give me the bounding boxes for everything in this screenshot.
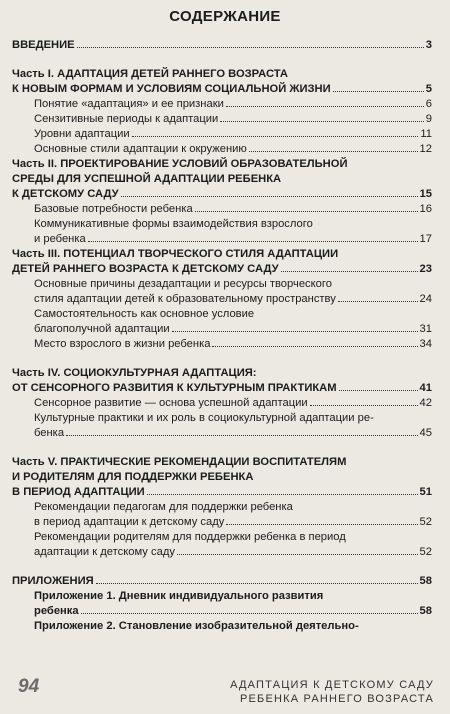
dot-leader [226, 106, 424, 107]
toc-entry-label: ПРИЛОЖЕНИЯ [12, 575, 94, 587]
table-of-contents [12, 38, 432, 634]
toc-page-number: 3 [425, 39, 432, 51]
dot-leader [212, 346, 417, 347]
toc-entry-intro[interactable] [12, 38, 432, 53]
toc-subentry-line1[interactable]: Коммуникативные формы взаимодействия взрослого [34, 218, 313, 230]
toc-page-number: 51 [419, 486, 432, 498]
toc-entry-label: ОТ СЕНСОРНОГО РАЗВИТИЯ К КУЛЬТУРНЫМ ПРАКТИКАМ [12, 382, 337, 394]
toc-page-number: 52 [419, 546, 432, 558]
toc-subentry[interactable] [12, 112, 432, 127]
toc-page-number: 58 [419, 575, 432, 587]
dot-leader [195, 211, 418, 212]
toc-page-number: 17 [419, 233, 432, 245]
dot-leader [220, 121, 423, 122]
dot-leader [132, 136, 419, 137]
page-footer [0, 670, 450, 714]
toc-subentry-line1[interactable]: Основные причины дезадаптации и ресурсы творческого [34, 278, 332, 290]
dot-leader [172, 331, 418, 332]
toc-page-number: 6 [425, 98, 432, 110]
toc-subentry-line1[interactable]: Самостоятельность как основное условие [34, 308, 255, 320]
running-footer-line2: РЕБЕНКА РАННЕГО ВОЗРАСТА [239, 693, 434, 705]
toc-entry-label: К НОВЫМ ФОРМАМ И УСЛОВИЯМ СОЦИАЛЬНОЙ ЖИЗНИ [12, 83, 331, 95]
toc-entry-label: Уровни адаптации [34, 128, 130, 140]
toc-appendix1-line1[interactable]: Приложение 1. Дневник индивидуального развития [34, 590, 324, 602]
toc-part5-title-line2[interactable]: И РОДИТЕЛЯМ ДЛЯ ПОДДЕРЖКИ РЕБЕНКА [12, 471, 254, 483]
page-title: СОДЕРЖАНИЕ [169, 8, 281, 25]
toc-part4-title-line1[interactable]: Часть IV. СОЦИОКУЛЬТУРНАЯ АДАПТАЦИЯ: [12, 367, 257, 379]
toc-entry-label: В ПЕРИОД АДАПТАЦИИ [12, 486, 145, 498]
toc-page-number: 24 [419, 293, 432, 305]
toc-subentry[interactable] [12, 426, 432, 441]
dot-leader [338, 301, 418, 302]
dot-leader [81, 613, 418, 614]
toc-appendix2-line1[interactable]: Приложение 2. Становление изобразительной деятельно- [34, 620, 359, 632]
toc-part1-title-line1[interactable]: Часть I. АДАПТАЦИЯ ДЕТЕЙ РАННЕГО ВОЗРАСТА [12, 68, 288, 80]
toc-entry-label: бенка [34, 427, 65, 439]
toc-page-number: 16 [419, 203, 432, 215]
toc-entry-label: Базовые потребности ребенка [34, 203, 193, 215]
toc-page-number: 5 [425, 83, 432, 95]
toc-page-number: 34 [419, 338, 432, 350]
toc-part4-title-line2[interactable] [12, 381, 432, 396]
toc-entry-label: ВВЕДЕНИЕ [12, 39, 75, 51]
dot-leader [96, 583, 418, 584]
toc-part3-title-line2[interactable] [12, 262, 432, 277]
toc-subentry[interactable] [12, 142, 432, 157]
toc-subentry-line1[interactable]: Рекомендации педагогам для поддержки ребенка [34, 501, 293, 513]
toc-subentry[interactable] [12, 322, 432, 337]
toc-entry-label: благополучной адаптации [34, 323, 170, 335]
dot-leader [249, 151, 418, 152]
running-footer [230, 678, 434, 706]
toc-part3-title-line1[interactable]: Часть III. ПОТЕНЦИАЛ ТВОРЧЕСКОГО СТИЛЯ АДАПТАЦИИ [12, 248, 339, 260]
dot-leader [226, 524, 417, 525]
toc-entry-label: Место взрослого в жизни ребенка [34, 338, 211, 350]
toc-entry-label: К ДЕТСКОМУ САДУ [12, 188, 119, 200]
toc-page-number: 58 [419, 605, 432, 617]
toc-appendix1[interactable] [12, 604, 432, 619]
toc-page-number: 52 [419, 516, 432, 528]
toc-page-number: 41 [419, 382, 432, 394]
toc-subentry[interactable] [12, 202, 432, 217]
toc-page-number: 9 [425, 113, 432, 125]
page-number: 94 [18, 676, 40, 697]
toc-entry-appendices[interactable] [12, 574, 432, 589]
toc-part2-title-line2[interactable]: СРЕДЫ ДЛЯ УСПЕШНОЙ АДАПТАЦИИ РЕБЕНКА [12, 173, 282, 185]
toc-page-number: 42 [419, 397, 432, 409]
toc-entry-label: ДЕТЕЙ РАННЕГО ВОЗРАСТА К ДЕТСКОМУ САДУ [12, 263, 279, 275]
toc-entry-label: Сенсорное развитие — основа успешной адаптации [34, 397, 308, 409]
toc-entry-label: ребенка [34, 605, 79, 617]
toc-part2-title-line1[interactable]: Часть II. ПРОЕКТИРОВАНИЕ УСЛОВИЙ ОБРАЗОВАТЕЛЬНОЙ [12, 158, 348, 170]
toc-part5-title-line3[interactable] [12, 485, 432, 500]
toc-part1-title-line2[interactable] [12, 82, 432, 97]
toc-entry-label: стиля адаптации детей к образовательному пространству [34, 293, 336, 305]
toc-page-number: 12 [419, 143, 432, 155]
toc-entry-label: Основные стили адаптации к окружению [34, 143, 247, 155]
toc-entry-label: и ребенка [34, 233, 86, 245]
toc-entry-label: в период адаптации к детскому саду [34, 516, 225, 528]
toc-page-number: 45 [419, 427, 432, 439]
toc-entry-label: адаптации к детскому саду [34, 546, 175, 558]
running-footer-line1: АДАПТАЦИЯ К ДЕТСКОМУ САДУ [230, 679, 434, 691]
toc-subentry[interactable] [12, 545, 432, 560]
dot-leader [310, 405, 418, 406]
toc-part5-title-line1[interactable]: Часть V. ПРАКТИЧЕСКИЕ РЕКОМЕНДАЦИИ ВОСПИТАТЕЛЯМ [12, 456, 347, 468]
toc-subentry[interactable] [12, 515, 432, 530]
toc-entry-label: Понятие «адаптация» и ее признаки [34, 98, 224, 110]
toc-page-number: 31 [419, 323, 432, 335]
toc-subentry-line1[interactable]: Культурные практики и их роль в социокультурной адаптации ре- [34, 412, 374, 424]
toc-subentry[interactable] [12, 396, 432, 411]
toc-page-number: 15 [419, 188, 432, 200]
dot-leader [333, 91, 424, 92]
dot-leader [88, 241, 418, 242]
dot-leader [281, 271, 418, 272]
toc-subentry[interactable] [12, 337, 432, 352]
dot-leader [147, 494, 418, 495]
dot-leader [77, 47, 424, 48]
dot-leader [177, 554, 418, 555]
dot-leader [66, 435, 418, 436]
dot-leader [339, 390, 418, 391]
toc-subentry[interactable] [12, 232, 432, 247]
toc-subentry[interactable] [12, 127, 432, 142]
toc-subentry[interactable] [12, 292, 432, 307]
dot-leader [121, 196, 418, 197]
toc-page-number: 11 [420, 128, 432, 140]
toc-entry-label: Сензитивные периоды к адаптации [34, 113, 219, 125]
toc-subentry-line1[interactable]: Рекомендации родителям для поддержки ребенка в период [34, 531, 346, 543]
toc-subentry[interactable] [12, 97, 432, 112]
toc-part2-title-line3[interactable] [12, 187, 432, 202]
toc-page-number: 23 [419, 263, 432, 275]
